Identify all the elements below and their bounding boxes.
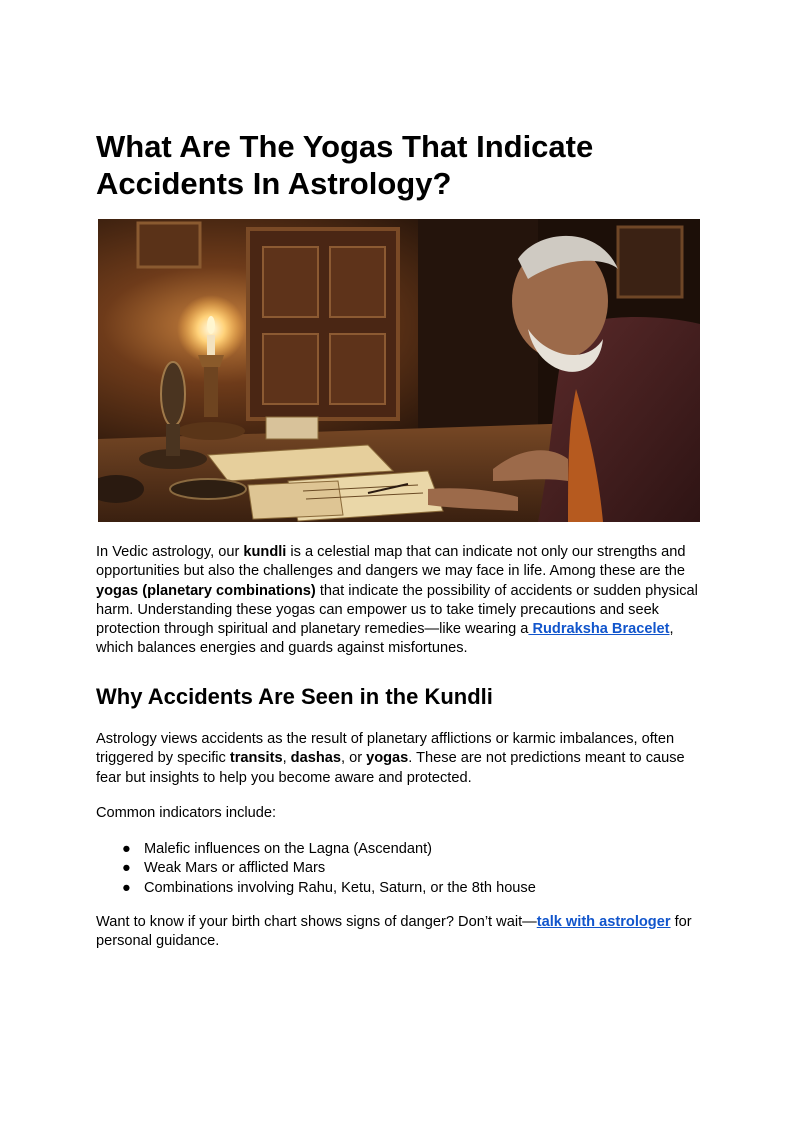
section-text-4: . These are not predictions meant to cause fear but insights to help you become aware and protected.	[96, 750, 685, 786]
indicators-list	[96, 840, 536, 898]
section-text-3: , or	[340, 750, 367, 767]
talk-with-astrologer-link[interactable]: talk with astrologer	[536, 914, 671, 930]
astrologer-at-desk-image	[98, 219, 700, 522]
rudraksha-bracelet-link[interactable]: Rudraksha Bracelet	[528, 621, 670, 638]
list-item	[122, 840, 536, 859]
section-paragraph	[96, 730, 700, 788]
cta-text-1: Want to know if your birth chart shows signs of danger? Don’t wait—	[96, 914, 537, 930]
list-item-text: Combinations involving Rahu, Ketu, Saturn, or the 8th house	[144, 879, 536, 896]
intro-text-1: In Vedic astrology, our	[96, 544, 244, 560]
cta-paragraph	[96, 913, 700, 952]
list-item	[122, 879, 536, 898]
cta-text-2: for personal guidance.	[96, 914, 692, 950]
section-bold-yogas: yogas	[366, 750, 409, 767]
section-heading: Why Accidents Are Seen in the Kundli	[96, 684, 493, 709]
indicators-label: Common indicators include:	[96, 805, 277, 821]
list-item	[122, 859, 536, 878]
section-bold-transits: transits	[229, 750, 283, 767]
intro-text-2: is a celestial map that can indicate not only our strengths and opportunities but also the challenges and dangers we may face in life. Among these are the	[96, 544, 686, 580]
bullet-icon: ●	[122, 841, 131, 857]
intro-text-4: , which balances energies and guards against misfortunes.	[96, 621, 674, 657]
article-title-line-1: What Are The Yogas That Indicate	[96, 129, 594, 164]
intro-bold-kundli: kundli	[243, 544, 287, 560]
list-item-text: Malefic influences on the Lagna (Ascendant)	[144, 841, 432, 857]
bullet-icon: ●	[122, 860, 131, 877]
intro-bold-yogas: yogas (planetary combinations)	[96, 582, 316, 599]
section-bold-dashas: dashas	[290, 750, 341, 767]
article-title-block	[96, 128, 700, 202]
intro-text-3: that indicate the possibility of accidents or sudden physical harm. Understanding these yogas can empower us to take timely precautions and seek protection through spiritual and planetary remedies—like wearing a	[96, 582, 698, 638]
section-text-1: Astrology views accidents as the result of planetary afflictions or karmic imbalances, often triggered by specific	[96, 731, 675, 767]
list-item-text: Weak Mars or afflicted Mars	[144, 860, 326, 877]
intro-paragraph	[96, 543, 700, 659]
article-title-line-2: Accidents In Astrology?	[96, 166, 452, 201]
bullet-icon: ●	[122, 879, 131, 896]
section-text-2: ,	[282, 750, 291, 767]
article-title	[96, 128, 700, 202]
